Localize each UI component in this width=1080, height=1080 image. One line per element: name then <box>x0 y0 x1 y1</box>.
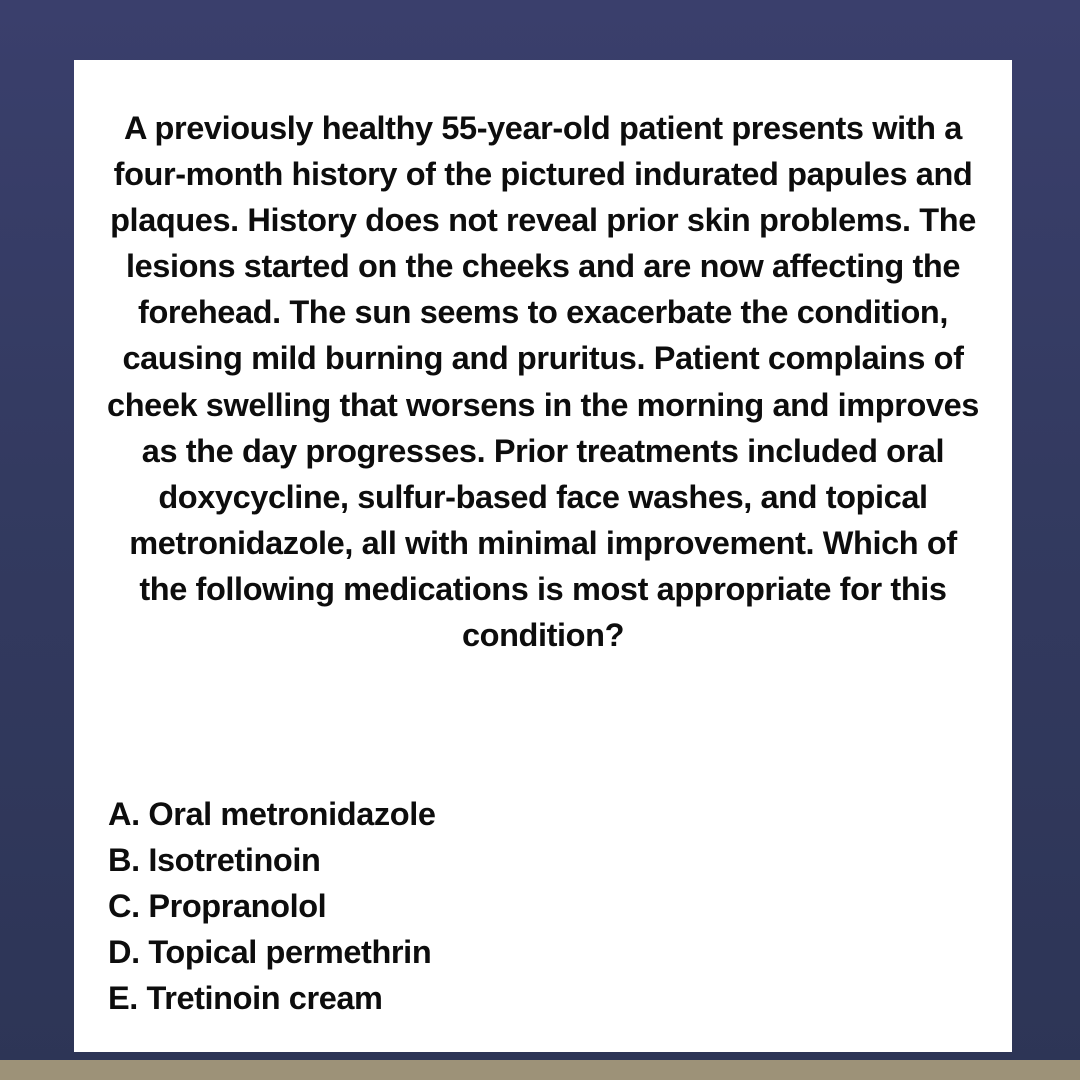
option-d[interactable]: D. Topical permethrin <box>108 934 432 970</box>
option-b[interactable]: B. Isotretinoin <box>108 842 321 878</box>
option-e[interactable]: E. Tretinoin cream <box>108 980 383 1016</box>
question-text: A previously healthy 55-year-old patient presents with a four-month history of the pictured indurated papules and plaques. History does not reveal prior skin problems. The lesions started on the cheeks and are now affecting the forehead. The sun seems to exacerbate the condition, causing mild burning and pruritus. Patient complains of cheek swelling that worsens in the morning and improves as the day progresses. Prior treatments included oral doxycycline, sulfur-based face washes, and topical metronidazole, all with minimal improvement. Which of the following medications is most appropriate for this condition? <box>107 110 979 654</box>
option-c[interactable]: C. Propranolol <box>108 888 327 924</box>
bottom-accent-bar <box>0 1060 1080 1080</box>
question-card <box>74 60 1012 1052</box>
answer-options <box>108 791 436 1021</box>
option-a[interactable]: A. Oral metronidazole <box>108 796 436 832</box>
